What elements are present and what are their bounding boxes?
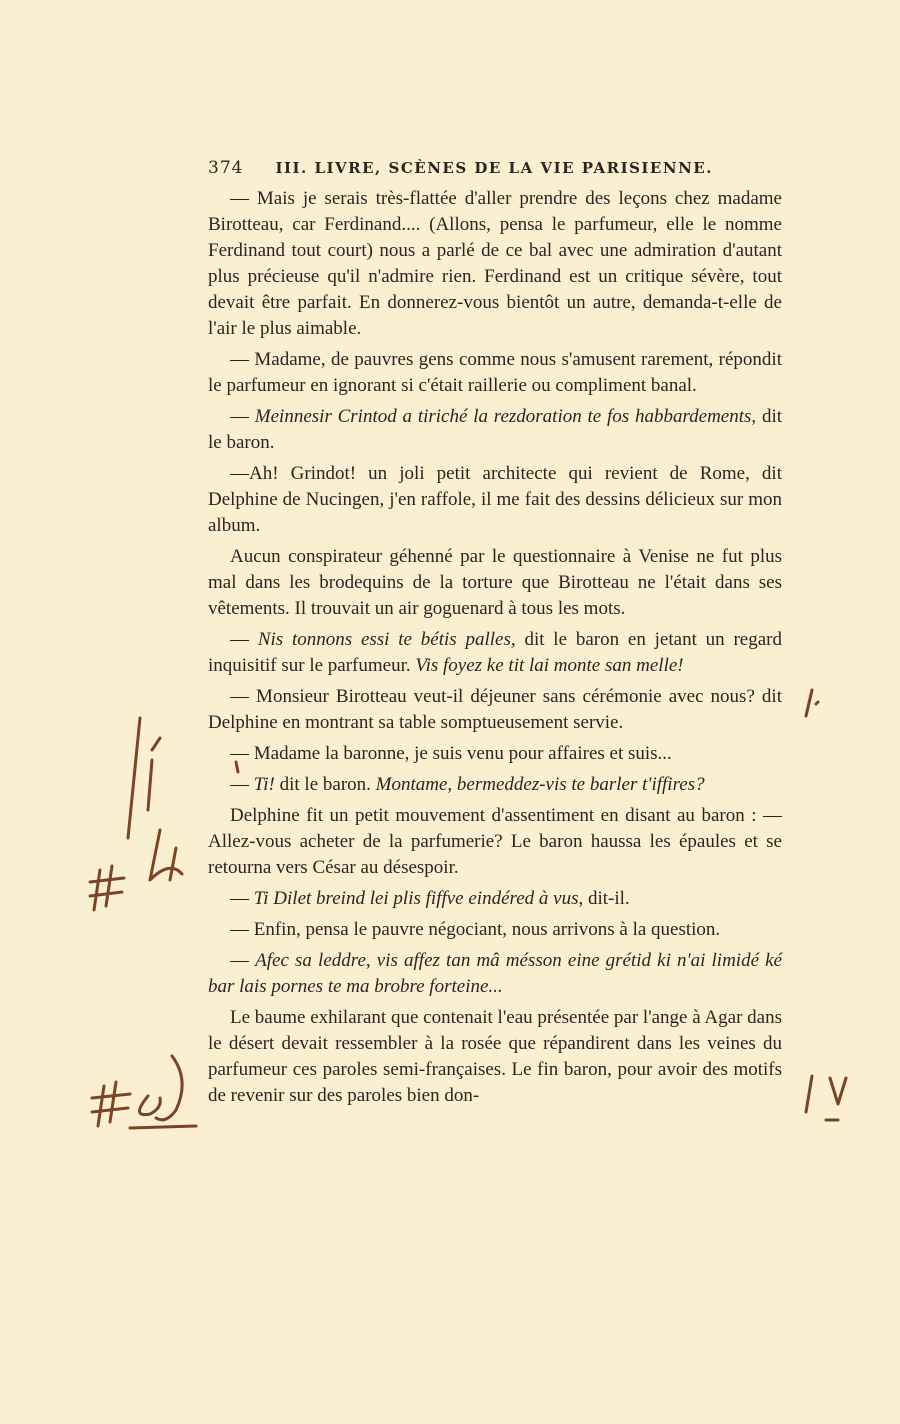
text-run: —Ah! Grindot! un joli petit architecte qui revient de Rome, dit Delphine de Nucingen, j'en raffole, il me fait des dessins délicieux sur mon album. [208,463,782,536]
paragraph [208,803,782,881]
text-run: — Monsieur Birotteau veut-il déjeuner sans cérémonie avec nous? dit Delphine en montrant sa table somptueusement servie. [208,686,782,733]
text-run: — Madame, de pauvres gens comme nous s'amusent rarement, répondit le parfumeur en ignorant si c'était raillerie ou compliment banal. [208,349,782,396]
text-run: — [230,406,255,427]
italic-run: Ti! [253,774,275,795]
text-run: , dit le baron en jetant un regard inquisitif sur le parfumeur. [208,629,782,676]
paragraph [208,461,782,539]
margin-mark-hash-2 [92,1056,196,1128]
paragraph [208,772,782,798]
text-run: , dit le baron. [208,406,783,453]
margin-mark-bars [128,718,160,838]
paragraph [208,886,782,912]
italic-run: Montame, bermeddez-vis te barler t'iffires? [375,774,705,795]
italic-run: Ti Dilet breind lei plis fiffve eindéred à vus [253,888,579,909]
text-run: — Enfin, pensa le pauvre négociant, nous arrivons à la question. [230,919,721,940]
paragraph [208,404,782,456]
text-run: Delphine fit un petit mouvement d'assentiment en disant au baron : — Allez-vous acheter de la parfumerie? Le baron haussa les épaules et se retourna vers César au désespoir. [208,805,782,878]
paragraph [208,1005,782,1109]
paragraph [208,347,782,399]
paragraph [208,948,782,1000]
text-run: — [230,950,256,971]
text-run: — [230,888,254,909]
page-header [208,158,780,178]
italic-run: Meinnesir Crintod a tiriché la rezdoration te fos habbardements [254,406,752,427]
italic-run: Vis foyez ke tit lai monte san melle! [415,655,684,676]
italic-run: Afec sa leddre, vis affez tan mâ mésson eine grétid ki n'ai limidé ké bar lais pornes te ma brobre forteine... [208,950,782,997]
paragraph [208,544,782,622]
margin-mark-right-1 [806,690,818,716]
paragraph [208,741,782,767]
paragraph [208,627,782,679]
text-run: — [230,774,254,795]
paragraph [208,684,782,736]
text-run: — Mais je serais très-flattée d'aller prendre des leçons chez madame Birotteau, car Ferdinand.... (Allons, pensa le parfumeur, elle le nomme Ferdinand tout court) nous a parlé de ce bal avec une admiration d'autant plus précieuse qu'il n'admire rien. Ferdinand est un critique sévère, tout devait être parfait. En donnerez-vous bientôt un autre, demanda-t-elle de l'air le plus aimable. [208,188,782,339]
text-run: Le baume exhilarant que contenait l'eau présentée par l'ange à Agar dans le désert devait ressembler à la rosée que répandirent dans les veines du parfumeur ces paroles semi-françaises. Le fin baron, pour avoir des motifs de revenir sur des paroles bien don- [208,1007,782,1106]
text-run: — Madame la baronne, je suis venu pour affaires et suis... [230,743,672,764]
margin-mark-hash-1 [90,830,182,910]
page-body [208,186,782,1114]
paragraph [208,186,782,342]
running-title: III. LIVRE, SCÈNES DE LA VIE PARISIENNE. [275,159,713,177]
italic-run: Nis tonnons essi te bétis palles [257,629,511,650]
paragraph [208,917,782,943]
page-number: 374 [208,158,244,178]
text-run: — [230,629,258,650]
text-run: , dit-il. [578,888,630,909]
text-run: dit le baron. [274,774,376,795]
text-run: Aucun conspirateur géhenné par le questionnaire à Venise ne fut plus mal dans les brodequins de la torture que Birotteau ne l'était dans ses vêtements. Il trouvait un air goguenard à tous les mots. [208,546,782,619]
margin-mark-right-2 [806,1076,846,1120]
